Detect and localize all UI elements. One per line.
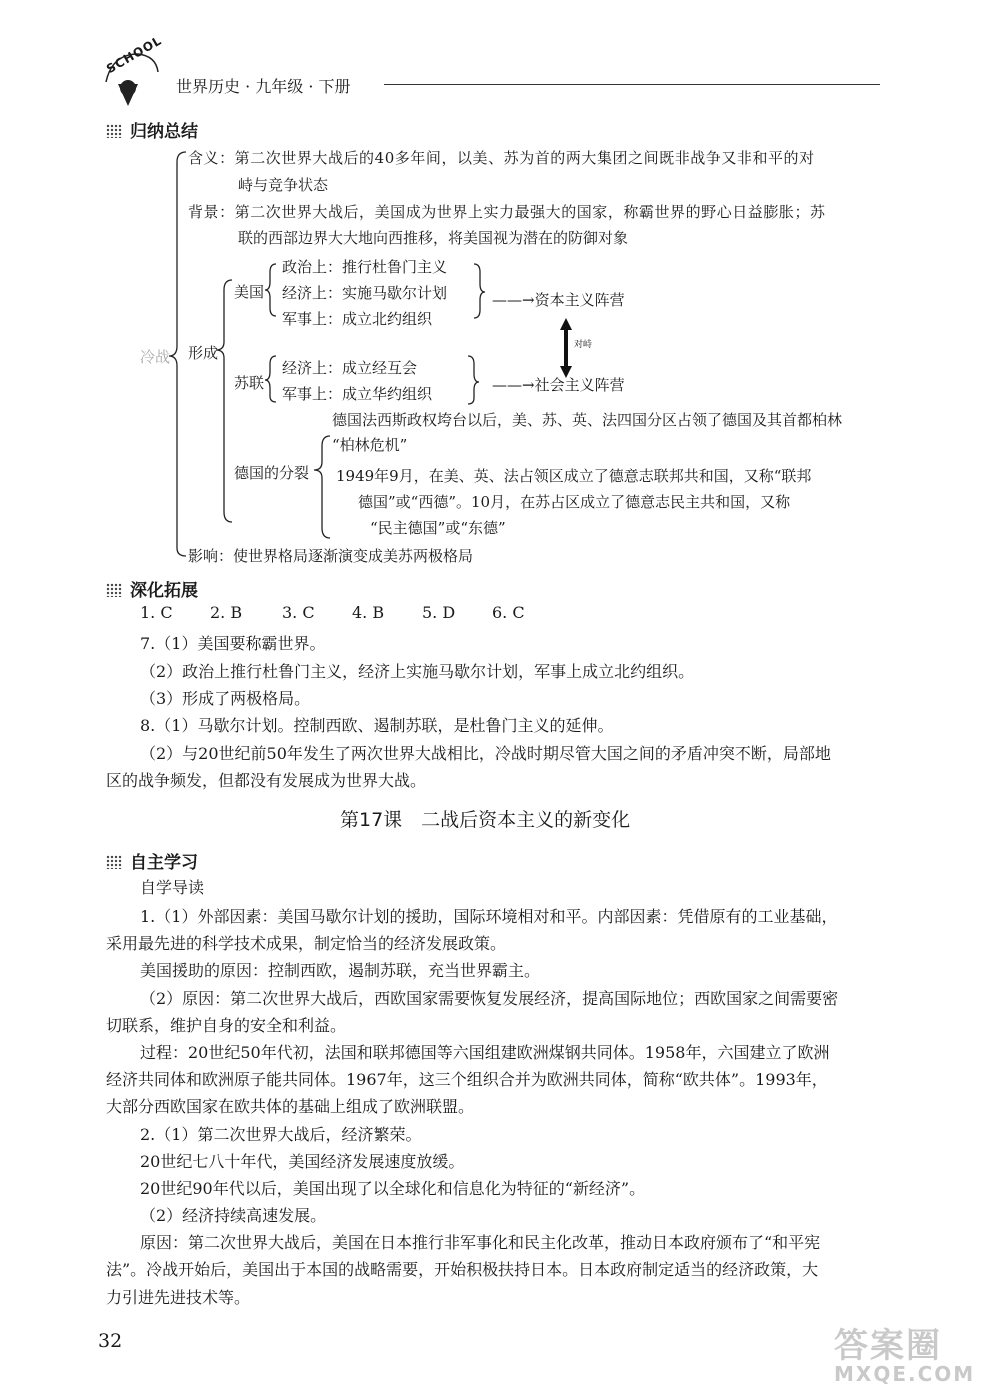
deepen-heading: 深化拓展 xyxy=(106,576,198,601)
impact-line: 影响：使世界格局逐渐演变成美苏两极格局 xyxy=(188,547,474,565)
answer-6: 6. C xyxy=(492,603,525,622)
study-line-4: （2）原因：第二次世界大战后，西欧国家需要恢复发展经济，提高国际地位；西欧国家之间需要密 xyxy=(140,989,839,1008)
study-line-8: 大部分西欧国家在欧共体的基础上组成了欧洲联盟。 xyxy=(106,1097,475,1116)
watermark-url: MXQE.COM xyxy=(834,1362,976,1386)
deepen-line-4: 8.（1）马歇尔计划。控制西欧、遏制苏联，是杜鲁门主义的延伸。 xyxy=(140,716,614,735)
opposition-label: 对峙 xyxy=(574,340,593,350)
germany-line-5: “民主德国”或“东德” xyxy=(370,519,506,537)
study-line-1: 1.（1）外部因素：美国马歇尔计划的援助，国际环境相对和平。内部因素：凭借原有的工业基础， xyxy=(140,907,838,926)
watermark xyxy=(820,1318,990,1390)
study-line-15: 力引进先进技术等。 xyxy=(106,1288,251,1307)
ussr-item-military: 军事上：成立华约组织 xyxy=(282,385,433,403)
usa-item-economic: 经济上：实施马歇尔计划 xyxy=(282,284,448,302)
study-line-7: 经济共同体和欧洲原子能共同体。1967年，这三个组织合并为欧洲共同体，简称“欧共体”。1993年， xyxy=(106,1070,828,1089)
watermark-main: 答案圈 xyxy=(834,1326,942,1366)
germany-line-3: 1949年9月，在美、英、法占领区成立了德意志联邦共和国，又称“联邦 xyxy=(336,467,812,485)
study-line-3: 美国援助的原因：控制西欧，遏制苏联，充当世界霸主。 xyxy=(140,961,541,980)
germany-line-1: 德国法西斯政权垮台以后，美、苏、英、法四国分区占领了德国及其首都柏林 xyxy=(332,411,843,429)
usa-item-military: 军事上：成立北约组织 xyxy=(282,310,433,328)
study-line-9: 2.（1）第二次世界大战后，经济繁荣。 xyxy=(140,1125,422,1144)
background-line-1: 背景：第二次世界大战后，美国成为世界上实力最强大的国家，称霸世界的野心日益膨胀；苏 xyxy=(188,203,826,221)
section-marker-icon xyxy=(106,583,122,597)
meaning-line-2: 峙与竞争状态 xyxy=(238,176,329,194)
background-line-2: 联的西部边界大大地向西推移，将美国视为潜在的防御对象 xyxy=(238,229,629,247)
study-line-12: （2）经济持续高速发展。 xyxy=(140,1206,327,1225)
study-line-14: 法”。冷战开始后，美国出于本国的战略需要，开始积极扶持日本。日本政府制定适当的经济政策，大 xyxy=(106,1260,819,1279)
study-line-2: 采用最先进的科学技术成果，制定恰当的经济发展政策。 xyxy=(106,934,507,953)
study-line-10: 20世纪七八十年代，美国经济发展速度放缓。 xyxy=(140,1152,465,1171)
lesson-title: 第17课 二战后资本主义的新变化 xyxy=(340,809,631,831)
ussr-label: 苏联 xyxy=(234,374,265,392)
logo-text: SCHOOL xyxy=(104,33,165,77)
study-line-6: 过程：20世纪50年代初，法国和联邦德国等六国组建欧洲煤钢共同体。1958年，六国建立了欧洲 xyxy=(140,1043,830,1062)
deepen-line-6: 区的战争频发，但都没有发展成为世界大战。 xyxy=(106,771,427,790)
section-marker-icon xyxy=(106,855,122,869)
formation-label: 形成 xyxy=(188,344,219,362)
germany-line-2: “柏林危机” xyxy=(332,436,408,454)
page-number: 32 xyxy=(98,1330,123,1352)
usa-label: 美国 xyxy=(234,283,265,301)
germany-label: 德国的分裂 xyxy=(234,464,310,482)
book-title: 世界历史 · 九年级 · 下册 xyxy=(176,77,351,96)
germany-line-4: 德国”或“西德”。10月，在苏占区成立了德意志民主共和国，又称 xyxy=(358,493,791,511)
study-line-13: 原因：第二次世界大战后，美国在日本推行非军事化和民主化改革，推动日本政府颁布了“和平宪 xyxy=(140,1233,821,1252)
usa-item-political: 政治上：推行杜鲁门主义 xyxy=(282,258,448,276)
self-study-subheading: 自学导读 xyxy=(140,878,205,897)
summary-heading: 归纳总结 xyxy=(106,117,198,142)
meaning-line-1: 含义：第二次世界大战后的40多年间，以美、苏为首的两大集团之间既非战争又非和平的对 xyxy=(188,149,815,167)
study-line-11: 20世纪90年代以后，美国出现了以全球化和信息化为特征的“新经济”。 xyxy=(140,1179,646,1198)
answer-1: 1. C xyxy=(140,603,173,622)
cold-war-root-label: 冷战 xyxy=(140,348,171,366)
deepen-line-5: （2）与20世纪前50年发生了两次世界大战相比，冷战时期尽管大国之间的矛盾冲突不断，局部地 xyxy=(140,744,831,763)
answer-2: 2. B xyxy=(210,603,243,622)
answer-3: 3. C xyxy=(282,603,315,622)
answer-5: 5. D xyxy=(422,603,456,622)
deepen-line-3: （3）形成了两极格局。 xyxy=(140,689,311,708)
answer-4: 4. B xyxy=(352,603,385,622)
self-study-heading: 自主学习 xyxy=(106,848,198,873)
deepen-line-1: 7.（1）美国要称霸世界。 xyxy=(140,634,326,653)
study-line-5: 切联系，维护自身的安全和利益。 xyxy=(106,1016,347,1035)
socialist-camp: ——→社会主义阵营 xyxy=(492,376,625,394)
ussr-item-economic: 经济上：成立经互会 xyxy=(282,359,418,377)
deepen-line-2: （2）政治上推行杜鲁门主义，经济上实施马歇尔计划，军事上成立北约组织。 xyxy=(140,662,695,681)
capitalist-camp: ——→资本主义阵营 xyxy=(492,291,625,309)
